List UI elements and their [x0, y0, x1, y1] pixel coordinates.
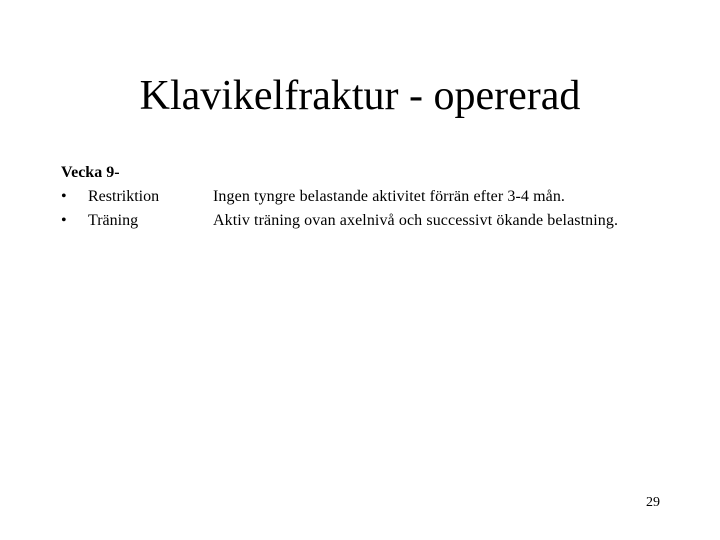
bullet-row-traning	[61, 209, 621, 233]
bullet-row-restriktion	[61, 185, 621, 209]
bullet-marker: •	[61, 212, 67, 229]
bullet-value-restriktion: Ingen tyngre belastande aktivitet förrän efter 3-4 mån.	[213, 188, 566, 205]
page-number: 29	[646, 495, 660, 510]
bullet-label-traning: Träning	[88, 212, 139, 229]
bullet-list	[61, 185, 621, 233]
bullet-marker: •	[61, 188, 67, 205]
bullet-label-restriktion: Restriktion	[88, 188, 160, 205]
slide-title: Klavikelfraktur - opererad	[139, 73, 581, 119]
bullet-value-traning: Aktiv träning ovan axelnivå och successivt ökande belastning.	[213, 212, 619, 229]
week-heading: Vecka 9-	[61, 164, 120, 181]
